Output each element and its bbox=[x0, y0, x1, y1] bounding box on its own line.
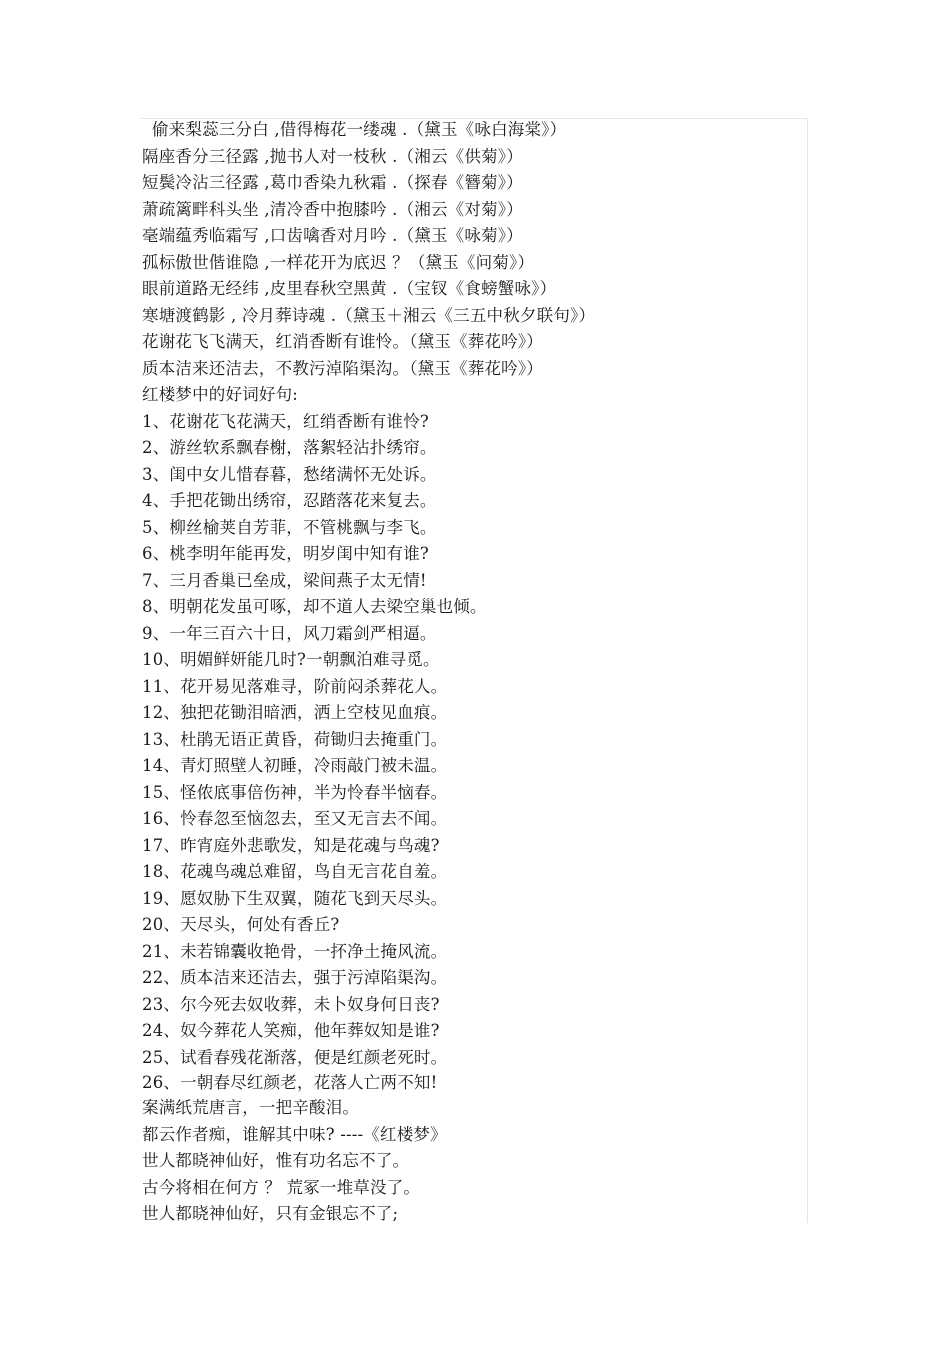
poem-line: 萧疏篱畔科头坐 ,清冷香中抱膝吟 .（湘云《对菊》） bbox=[142, 199, 523, 219]
numbered-line: 24、奴今葬花人笑痴，他年葬奴知是谁? bbox=[142, 1021, 440, 1040]
section-heading: 红楼梦中的好词好句: bbox=[142, 385, 299, 404]
closing-line: 世人都晓神仙好，只有金银忘不了; bbox=[142, 1204, 399, 1223]
poem-line: 眼前道路无经纬 ,皮里春秋空黑黄 .（宝钗《食螃蟹咏》） bbox=[142, 279, 557, 298]
numbered-line: 11、花开易见落难寻，阶前闷杀葬花人。 bbox=[142, 676, 448, 696]
numbered-line: 2、游丝软系飘春榭，落絮轻沾扑绣帘。 bbox=[142, 438, 437, 457]
poem-line: 短鬓冷沾三径露 ,葛巾香染九秋霜 .（探春《簪菊》） bbox=[142, 173, 523, 192]
closing-line: 古今将相在何方 ？ 荒冢一堆草没了。 bbox=[142, 1177, 421, 1197]
poem-line: 隔座香分三径露 ,抛书人对一枝秋 .（湘云《供菊》） bbox=[142, 146, 523, 166]
numbered-line: 19、愿奴胁下生双翼，随花飞到天尽头。 bbox=[142, 888, 448, 908]
numbered-line: 23、尔今死去奴收葬，未卜奴身何日丧? bbox=[142, 994, 440, 1014]
numbered-line: 14、青灯照壁人初睡，冷雨敲门被未温。 bbox=[142, 756, 448, 775]
poem-line: 花谢花飞飞满天，红消香断有谁怜。（黛玉《葬花吟》） bbox=[142, 332, 543, 351]
numbered-line: 13、杜鹃无语正黄昏，荷锄归去掩重门。 bbox=[142, 729, 448, 749]
numbered-line: 8、明朝花发虽可啄，却不道人去梁空巢也倾。 bbox=[142, 597, 487, 616]
numbered-line: 26、一朝春尽红颜老，花落人亡两不知! bbox=[142, 1073, 438, 1092]
closing-line: 案满纸荒唐言，一把辛酸泪。 bbox=[142, 1098, 360, 1117]
poem-line: 孤标傲世偕谁隐 ,一样花开为底迟 ？（黛玉《问菊》） bbox=[142, 252, 535, 272]
numbered-line: 12、独把花锄泪暗洒，洒上空枝见血痕。 bbox=[142, 703, 448, 722]
numbered-line: 5、柳丝榆荚自芳菲，不管桃飘与李飞。 bbox=[142, 517, 437, 537]
numbered-line: 1、花谢花飞花满天，红绡香断有谁怜? bbox=[142, 411, 429, 431]
numbered-line: 16、怜春忽至恼忽去，至又无言去不闻。 bbox=[142, 809, 448, 828]
poem-line: 质本洁来还洁去，不教污淖陷渠沟。（黛玉《葬花吟》） bbox=[142, 358, 543, 378]
poem-line: 毫端蕴秀临霜写 ,口齿噙香对月吟 .（黛玉《咏菊》） bbox=[142, 226, 523, 245]
numbered-line: 25、试看春残花渐落，便是红颜老死时。 bbox=[142, 1047, 448, 1067]
closing-line: 世人都晓神仙好，惟有功名忘不了。 bbox=[142, 1151, 410, 1170]
numbered-line: 17、昨宵庭外悲歌发，知是花魂与鸟魂? bbox=[142, 835, 440, 855]
numbered-line: 18、花魂鸟魂总难留，鸟自无言花自羞。 bbox=[142, 862, 448, 881]
numbered-line: 6、桃李明年能再发，明岁闺中知有谁? bbox=[142, 544, 429, 563]
numbered-line: 21、未若锦囊收艳骨，一抔净土掩风流。 bbox=[142, 941, 448, 961]
numbered-line: 20、天尽头，何处有香丘? bbox=[142, 915, 340, 934]
text-block bbox=[142, 117, 802, 1228]
poem-line: 偷来梨蕊三分白 ,借得梅花一缕魂 .（黛玉《咏白海棠》） bbox=[152, 120, 567, 139]
numbered-line: 4、手把花锄出绣帘，忍踏落花来复去。 bbox=[142, 491, 437, 510]
numbered-line: 9、一年三百六十日，风刀霜剑严相逼。 bbox=[142, 623, 437, 643]
numbered-line: 15、怪侬底事倍伤神，半为怜春半恼春。 bbox=[142, 782, 448, 802]
numbered-line: 3、闺中女儿惜春暮，愁绪满怀无处诉。 bbox=[142, 464, 437, 484]
numbered-line: 7、三月香巢已垒成，梁间燕子太无情! bbox=[142, 570, 427, 590]
numbered-line: 10、明媚鲜妍能几时?一朝飘泊难寻觅。 bbox=[142, 650, 440, 669]
numbered-line: 22、质本洁来还洁去，强于污淖陷渠沟。 bbox=[142, 968, 448, 987]
closing-line: 都云作者痴，谁解其中味? ----《红楼梦》 bbox=[142, 1124, 447, 1144]
poem-line: 寒塘渡鹤影 , 冷月葬诗魂 .（黛玉＋湘云《三五中秋夕联句》） bbox=[142, 305, 596, 325]
